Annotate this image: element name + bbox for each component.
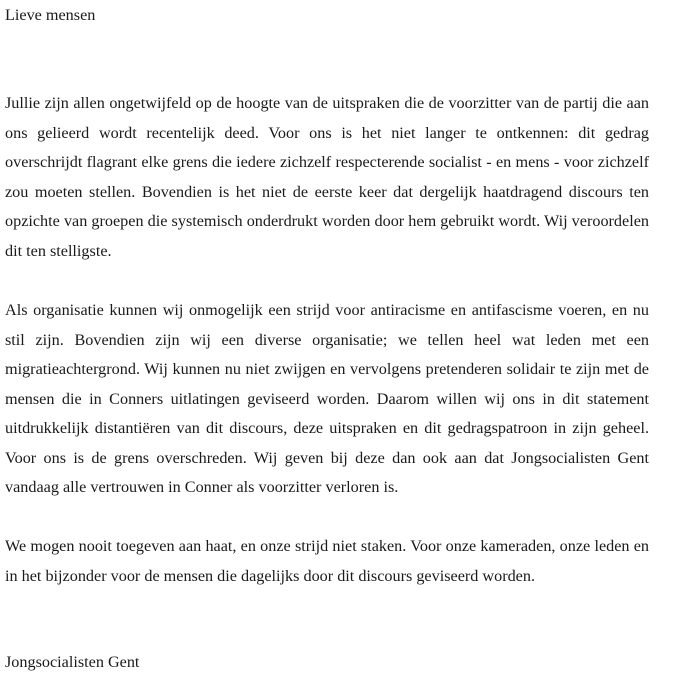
letter-paragraph: We mogen nooit toegeven aan haat, en onze strijd niet staken. Voor onze kameraden, onze leden en in het bijzonder voor de mensen die dagelijks door dit discours geviseerd worden. bbox=[5, 537, 649, 585]
letter-greeting: Lieve mensen bbox=[5, 6, 96, 24]
letter-paragraph: Als organisatie kunnen wij onmogelijk een strijd voor antiracisme en antifascisme voeren, en nu stil zijn. Bovendien zijn wij een diverse organisatie; we tellen heel wat leden met een migratieachtergrond. Wij kunnen nu niet zwijgen en vervolgens pretenderen solidair te zijn met de mensen die in Conners uitlatingen geviseerd worden. Daarom willen wij ons in dit statement uitdrukkelijk distantiëren van dit discours, deze uitspraken en dit gedragspatroon in zijn geheel. Voor ons is de grens overschreden. Wij geven bij deze dan ook aan dat Jongsocialisten Gent vandaag alle vertrouwen in Conner als voorzitter verloren is. bbox=[5, 301, 649, 496]
letter-signature: Jongsocialisten Gent bbox=[5, 653, 140, 671]
letter-paragraph: Jullie zijn allen ongetwijfeld op de hoogte van de uitspraken die de voorzitter van de partij die aan ons gelieerd wordt recentelijk deed. Voor ons is het niet langer te ontkennen: dit gedrag overschrijdt flagrant elke grens die iedere zichzelf respecterende socialist - en mens - voor zichzelf zou moeten stellen. Bovendien is het niet de eerste keer dat dergelijk haatdragend discours ten opzichte van groepen die systemisch onderdrukt worden door hem gebruikt wordt. Wij veroordelen dit ten stelligste. bbox=[5, 94, 649, 260]
